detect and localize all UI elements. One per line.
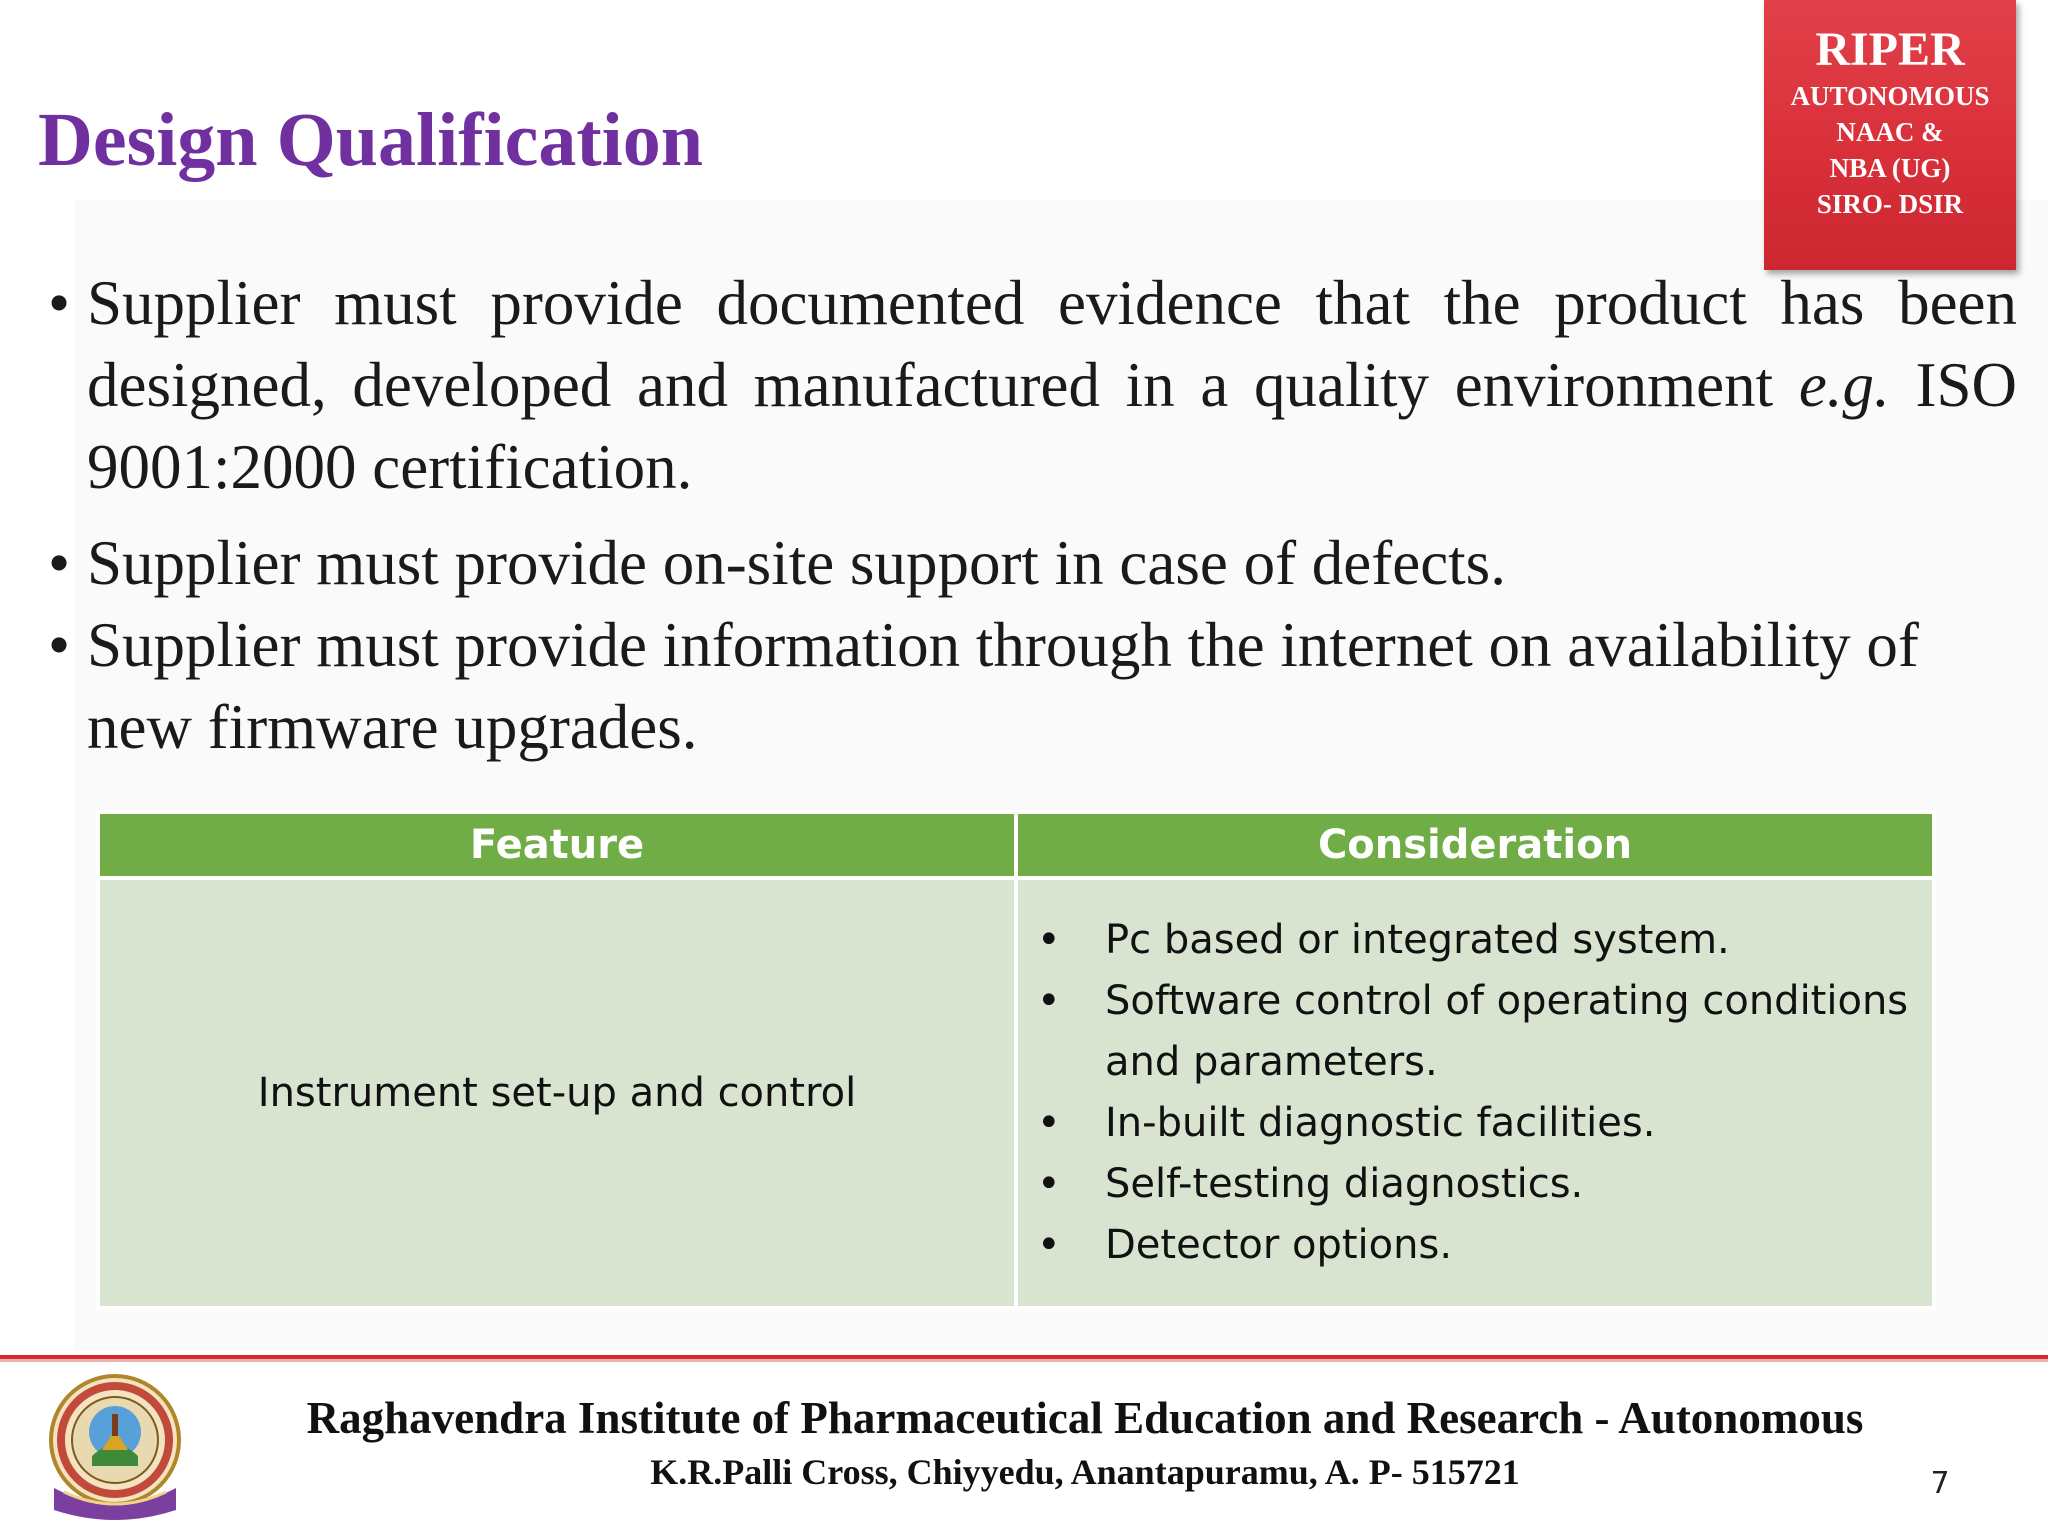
footer-institute-name: Raghavendra Institute of Pharmaceutical Education and Research - Autonomous: [306, 1393, 1864, 1443]
table-header-consideration: Consideration: [1018, 814, 1932, 876]
bullet-list: [48, 262, 2018, 768]
page-number: 7: [1930, 1466, 1950, 1501]
list-item: • In-built diagnostic facilities.: [1019, 1093, 1931, 1154]
table-header-row: [100, 814, 1932, 876]
bullet-item-firmware-info: • Supplier must provide information through the internet on availability of new firmware upgrades.: [48, 604, 2008, 768]
consideration-list: [1019, 910, 1931, 1276]
bullet-item-documented-evidence: [48, 262, 2017, 508]
list-item: • Self-testing diagnostics.: [1019, 1154, 1931, 1215]
slide-title: Design Qualification: [38, 98, 704, 182]
badge-title: RIPER: [1815, 23, 1965, 76]
table-header-feature: Feature: [100, 814, 1014, 876]
bullet-text-part: Supplier must provide documented evidence that the product has been designed, developed and manufactured in a quality environment: [87, 268, 2017, 420]
feature-table-wrapper: [96, 810, 1936, 1310]
badge-line-autonomous: AUTONOMOUS: [1790, 81, 1990, 111]
table-row: [100, 880, 1932, 1306]
list-item: • Software control of operating conditions and parameters.: [1019, 971, 1931, 1093]
feature-table: [96, 810, 1936, 1310]
badge-line-naac: NAAC &: [1836, 117, 1944, 147]
badge-line-siro: SIRO- DSIR: [1816, 189, 1964, 219]
table-cell-consideration: [1018, 880, 1932, 1306]
bullet-item-onsite-support: • Supplier must provide on-site support in case of defects.: [48, 522, 2008, 604]
accreditation-badge: [1764, 0, 2016, 270]
footer-address: K.R.Palli Cross, Chiyyedu, Anantapuramu, A. P- 515721: [650, 1452, 1520, 1492]
footer-divider-shadow: [0, 1359, 2048, 1362]
institute-emblem-icon: [40, 1370, 190, 1525]
list-item: • Pc based or integrated system.: [1019, 910, 1931, 971]
bullet-text-part: ISO 9001:2000 certification.: [87, 350, 2018, 502]
list-item: • Detector options.: [1019, 1215, 1931, 1276]
bullet-text-italic: e.g.: [1798, 350, 1890, 420]
table-cell-feature: Instrument set-up and control: [100, 880, 1014, 1306]
badge-line-nba: NBA (UG): [1829, 153, 1951, 183]
